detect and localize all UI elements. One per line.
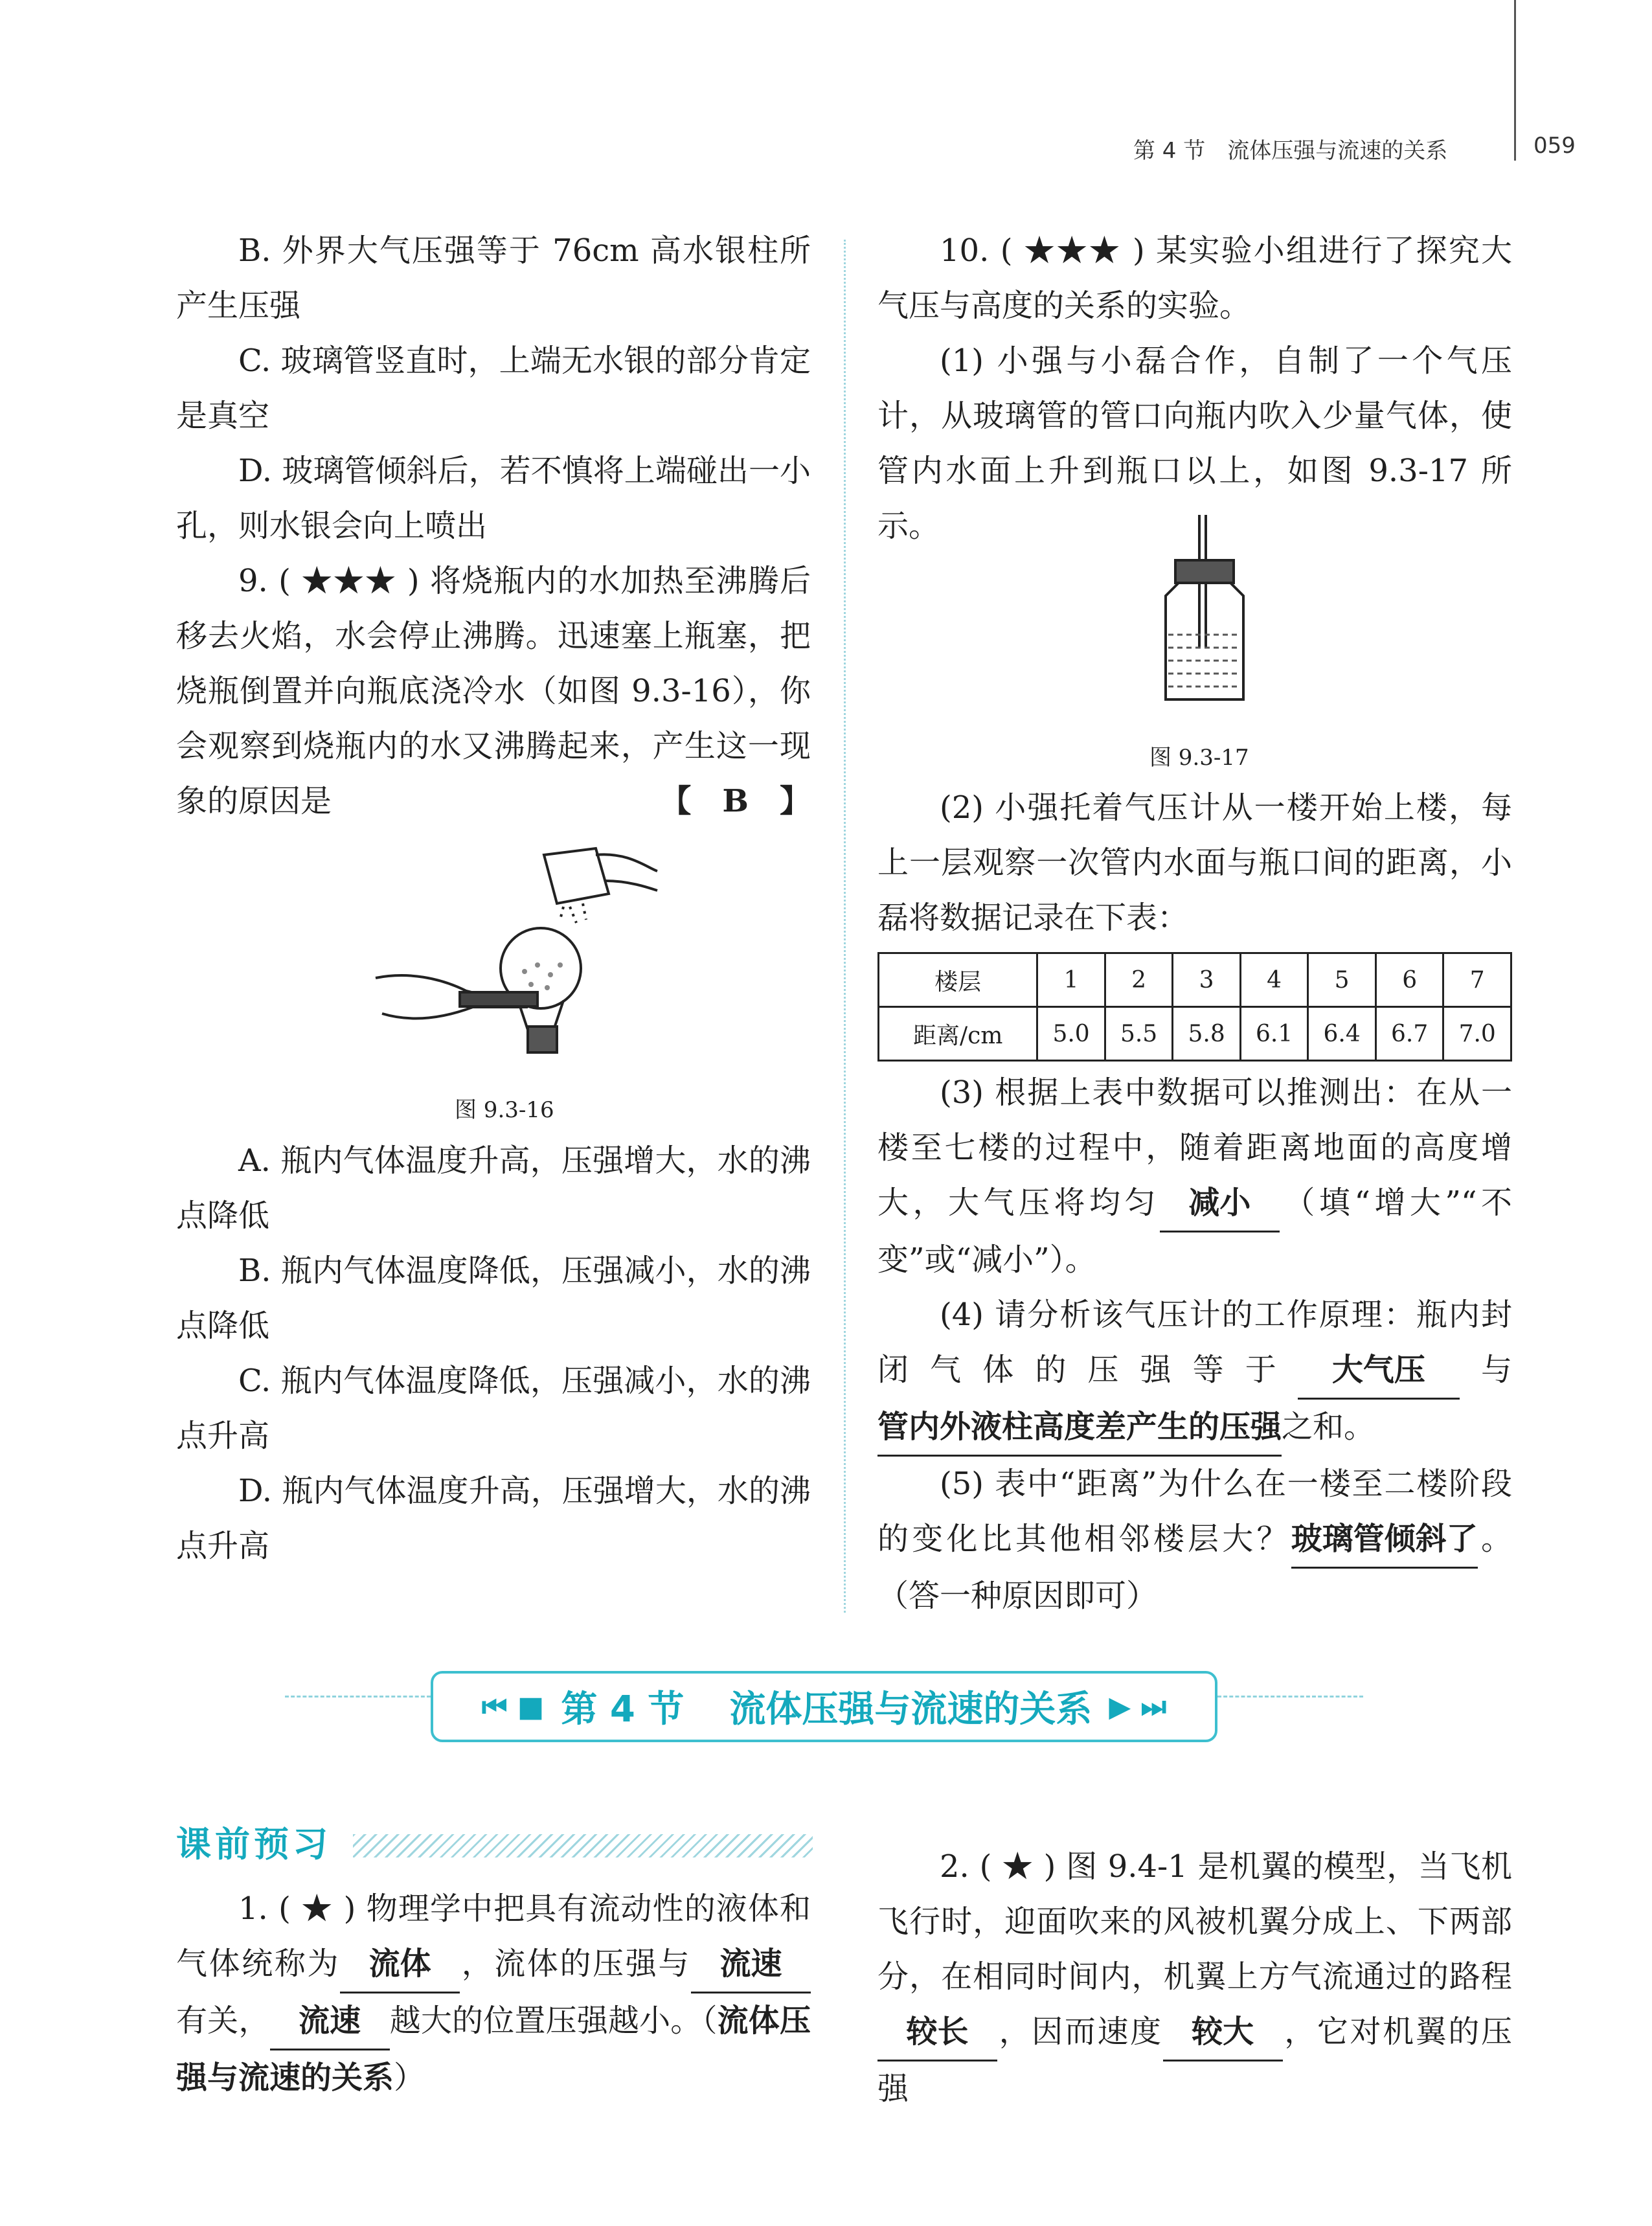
table-cell: 5.0 [1037, 1007, 1105, 1061]
rewind-icon: ⏮ ■ [481, 1690, 545, 1723]
preview-q2-part: ，它对机翼的压强 [877, 2014, 1512, 2107]
table-cell: 6.7 [1375, 1007, 1443, 1061]
preview-q1-part: ，流体的压强与 [460, 1946, 691, 1982]
question9-option-a: A. 瓶内气体温度升高，压强增大，水的沸点降低 [176, 1142, 811, 1234]
figure-9-3-17-caption: 图 9.3-17 [1149, 745, 1249, 771]
header-rule [1514, 0, 1516, 161]
figure-9-3-16-caption: 图 9.3-16 [455, 1097, 554, 1123]
table-cell: 4 [1240, 953, 1308, 1007]
table-row [879, 953, 1511, 1007]
answer-blank: 大气压 [1298, 1343, 1460, 1400]
question8-option-c: C. 玻璃管竖直时，上端无水银的部分肯定是真空 [176, 343, 811, 434]
left-column [176, 223, 811, 829]
fast-forward-icon: ▶ ⏭ [1109, 1690, 1167, 1723]
table-header-distance: 距离/cm [879, 1007, 1037, 1061]
preview-heading: 课前预习 [176, 1824, 332, 1865]
answer-blank: 管内外液柱高度差产生的压强 [877, 1400, 1282, 1457]
preview-q1-part: 有关， [176, 2003, 270, 2039]
answer-blank: 流体 [340, 1936, 460, 1993]
table-cell: 6.1 [1240, 1007, 1308, 1061]
question9-text [176, 554, 811, 829]
question9-option-c: C. 瓶内气体温度降低，压强减小，水的沸点升高 [176, 1363, 811, 1454]
table-header-floor: 楼层 [879, 953, 1037, 1007]
table-cell: 7 [1443, 953, 1511, 1007]
preview-q1-answer: 流体压强与流速的关系 [176, 2003, 811, 2096]
heading-hatch-decoration [353, 1834, 813, 1857]
preview-question1 [176, 1881, 811, 2106]
preview-q2-stem: 2. ( ★ ) 图 9.4-1 是机翼的模型，当飞机飞行时，迎面吹来的风被机翼分成上、下两部分，在相同时间内，机翼上方气流通过的路程 [877, 1848, 1512, 1995]
question10-part3 [877, 1065, 1512, 1288]
answer-blank: 减小 [1160, 1175, 1280, 1232]
banner-section-title: 流体压强与流速的关系 [729, 1688, 1092, 1731]
left-column-options [176, 1133, 811, 1574]
table-cell: 3 [1173, 953, 1241, 1007]
question9-option-d: D. 瓶内气体温度升高，压强增大，水的沸点升高 [176, 1473, 811, 1564]
header-section-title: 第 4 节 流体压强与流速的关系 [1133, 138, 1448, 164]
floor-distance-table [877, 952, 1512, 1062]
question8-option-b: B. 外界大气压强等于 76cm 高水银柱所产生压强 [176, 233, 811, 324]
question10-part4-stem: (4) 请分析该气压计的工作原理：瓶内封闭气体的压强等于 [877, 1297, 1512, 1388]
preview-question2 [877, 1839, 1512, 2117]
banner-dash-right [1217, 1696, 1363, 1698]
table-cell: 5.5 [1105, 1007, 1173, 1061]
answer-blank: 流速 [270, 1993, 390, 2050]
answer-blank: 玻璃管倾斜了 [1291, 1512, 1478, 1569]
question10-part5 [877, 1457, 1512, 1624]
question10-part1: (1) 小强与小磊合作，自制了一个气压计，从玻璃管的管口向瓶内吹入少量气体，使管内水面上升到瓶口以上，如图 9.3-17 所示。 [877, 343, 1512, 544]
question10-part3-stem: (3) 根据上表中数据可以推测出：在从一楼至七楼的过程中，随着距离地面的高度增大，大气压将均匀 [877, 1074, 1512, 1221]
question9-option-b: B. 瓶内气体温度降低，压强减小，水的沸点降低 [176, 1253, 811, 1344]
answer-blank: 较大 [1163, 2005, 1283, 2061]
banner-dash-left [285, 1696, 431, 1698]
question8-option-d: D. 玻璃管倾斜后，若不慎将上端碰出一小孔，则水银会向上喷出 [176, 453, 811, 544]
question10-part4-mid: 与 [1459, 1352, 1512, 1388]
right-column [877, 223, 1512, 554]
answer-blank: 流速 [691, 1936, 811, 1993]
table-row [879, 1007, 1511, 1061]
table-cell: 1 [1037, 953, 1105, 1007]
question10-part4 [877, 1288, 1512, 1457]
preview-right-column [877, 1839, 1512, 2117]
question9-stem: 9. ( ★★★ ) 将烧瓶内的水加热至沸腾后移去火焰，水会停止沸腾。迅速塞上瓶塞，把烧瓶倒置并向瓶底浇冷水（如图 9.3-16），你会观察到烧瓶内的水又沸腾起来，产生这一现象的原因是 [176, 563, 811, 819]
table-cell: 7.0 [1443, 1007, 1511, 1061]
right-column-part2 [877, 780, 1512, 946]
answer-blank: 较长 [877, 2005, 997, 2061]
question10-part4-tail: 之和。 [1282, 1409, 1375, 1445]
table-cell: 2 [1105, 953, 1173, 1007]
table-cell: 6.4 [1308, 1007, 1376, 1061]
table-cell: 5 [1308, 953, 1376, 1007]
figure-9-3-16-flask [369, 842, 661, 1056]
right-column-parts3-5 [877, 1065, 1512, 1624]
banner-section-number: 第 4 节 [561, 1688, 685, 1731]
question10-text: 10. ( ★★★ ) 某实验小组进行了探究大气压与高度的关系的实验。 [877, 233, 1512, 324]
column-divider [844, 240, 846, 1613]
preview-left-column [176, 1881, 811, 2106]
page-number: 059 [1533, 133, 1576, 159]
preview-q1-part: 越大的位置压强越小。（ [389, 2003, 718, 2039]
question10-part2: (2) 小强托着气压计从一楼开始上楼，每上一层观察一次管内水面与瓶口间的距离，小磊将数据记录在下表： [877, 789, 1512, 936]
preview-q2-part: ，因而速度 [997, 2014, 1163, 2050]
table-cell: 6 [1375, 953, 1443, 1007]
table-cell: 5.8 [1173, 1007, 1241, 1061]
preview-q1-close: ） [394, 2060, 425, 2096]
section-banner [431, 1671, 1217, 1742]
question10-part3-tail: （填“增大”“不变”或“减小”）。 [877, 1185, 1512, 1278]
question10-part5-stem: (5) 表中“距离”为什么在一楼至二楼阶段的变化比其他相邻楼层大？ [877, 1466, 1512, 1557]
preview-q1-stem: 1. ( ★ ) 物理学中把具有流动性的液体和气体统称为 [176, 1891, 811, 1982]
question9-answer: 【 B 】 [660, 783, 811, 819]
question10-part5-tail: 。（答一种原因即可） [877, 1521, 1512, 1614]
figure-9-3-17-barometer [1159, 512, 1250, 706]
